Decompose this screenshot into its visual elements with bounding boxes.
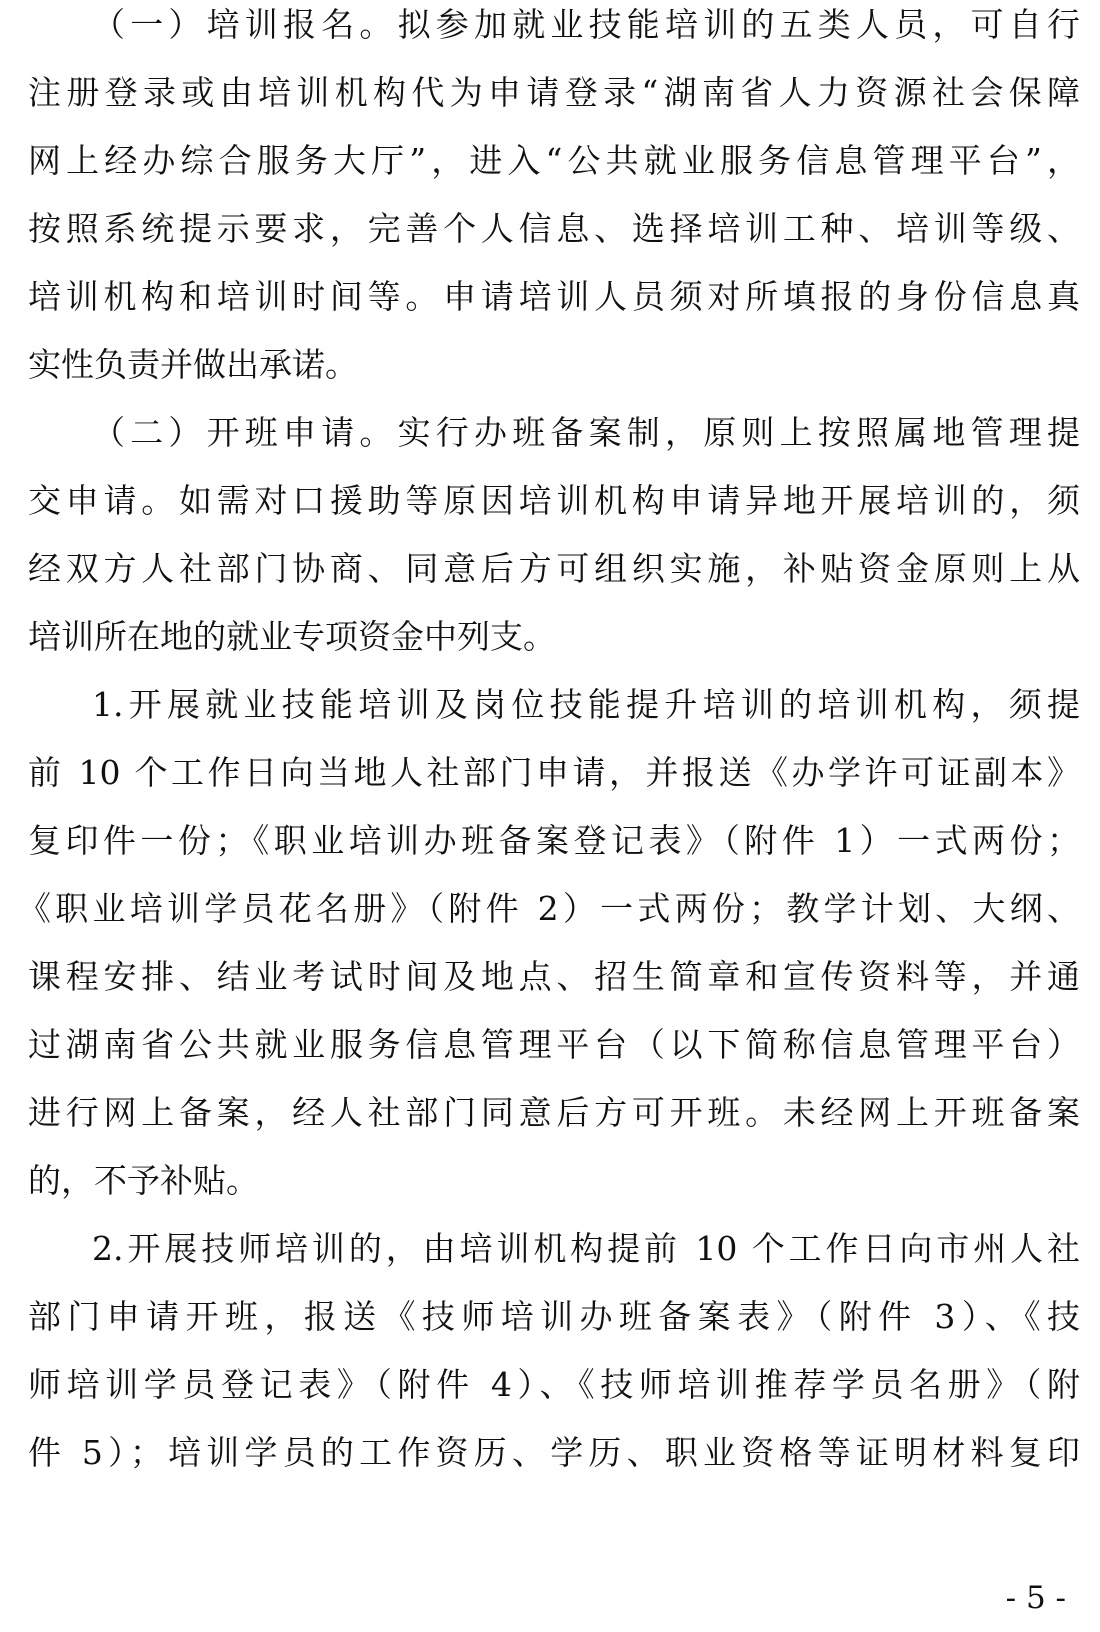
paragraph-item-1-line-4: 《职业培训学员花名册》（附件 2）一式两份；教学计划、大纲、 xyxy=(18,889,1080,928)
paragraph-class-application-line-1: （二）开班申请。实行办班备案制，原则上按照属地管理提 xyxy=(92,413,1080,452)
paragraph-registration-line-6: 实性负责并做出承诺。 xyxy=(28,345,358,384)
paragraph-registration-line-3: 网上经办综合服务大厅”，进入“公共就业服务信息管理平台”， xyxy=(28,141,1080,180)
paragraph-item-2-line-2: 部门申请开班，报送《技师培训办班备案表》（附件 3）、《技 xyxy=(28,1297,1080,1336)
paragraph-class-application-line-2: 交申请。如需对口援助等原因培训机构申请异地开展培训的，须 xyxy=(28,481,1080,520)
paragraph-item-1-line-8: 的，不予补贴。 xyxy=(28,1161,259,1200)
paragraph-registration-line-2: 注册登录或由培训机构代为申请登录“湖南省人力资源社会保障 xyxy=(28,73,1080,112)
paragraph-item-1-line-2: 前 10 个工作日向当地人社部门申请，并报送《办学许可证副本》 xyxy=(28,753,1080,792)
paragraph-class-application-line-4: 培训所在地的就业专项资金中列支。 xyxy=(28,617,556,656)
paragraph-item-2-line-3: 师培训学员登记表》（附件 4）、《技师培训推荐学员名册》（附 xyxy=(28,1365,1080,1404)
paragraph-item-1-line-5: 课程安排、结业考试时间及地点、招生简章和宣传资料等，并通 xyxy=(28,957,1080,996)
paragraph-registration-line-5: 培训机构和培训时间等。申请培训人员须对所填报的身份信息真 xyxy=(28,277,1080,316)
paragraph-item-1-line-6: 过湖南省公共就业服务信息管理平台（以下简称信息管理平台） xyxy=(28,1025,1080,1064)
paragraph-registration-line-4: 按照系统提示要求，完善个人信息、选择培训工种、培训等级、 xyxy=(28,209,1080,248)
paragraph-item-1-line-3: 复印件一份；《职业培训办班备案登记表》（附件 1）一式两份； xyxy=(28,821,1080,860)
paragraph-class-application-line-3: 经双方人社部门协商、同意后方可组织实施，补贴资金原则上从 xyxy=(28,549,1080,588)
paragraph-item-2-line-1: 2.开展技师培训的，由培训机构提前 10 个工作日向市州人社 xyxy=(92,1229,1080,1268)
page-number: - 5 - xyxy=(1005,1580,1066,1616)
paragraph-registration-line-1: （一）培训报名。拟参加就业技能培训的五类人员，可自行 xyxy=(92,5,1080,44)
paragraph-item-1-line-1: 1.开展就业技能培训及岗位技能提升培训的培训机构，须提 xyxy=(92,685,1080,724)
paragraph-item-1-line-7: 进行网上备案，经人社部门同意后方可开班。未经网上开班备案 xyxy=(28,1093,1080,1132)
paragraph-item-2-line-4: 件 5）；培训学员的工作资历、学历、职业资格等证明材料复印 xyxy=(28,1433,1080,1472)
